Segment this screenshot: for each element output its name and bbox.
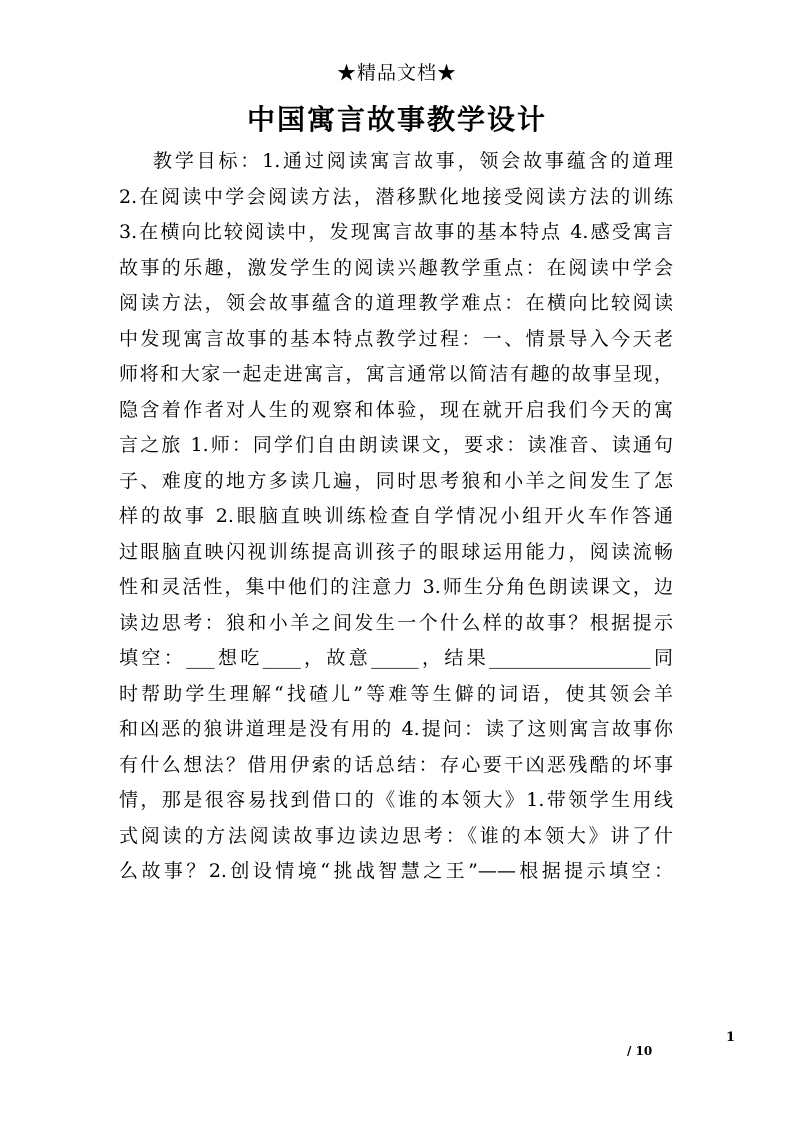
text-line: 2.在阅读中学会阅读方法，潜移默化地接受阅读方法的训练 <box>119 185 673 208</box>
text-line: 3.在横向比较阅读中，发现寓言故事的基本特点 4.感受寓言 <box>119 221 673 243</box>
text-line: 时帮助学生理解“找碴儿”等难等生僻的词语，使其领会羊 <box>119 682 673 705</box>
text-line: 言之旅 1.师：同学们自由朗读课文，要求：读准音、读通句 <box>119 434 673 456</box>
text-line: 中发现寓言故事的基本特点教学过程：一、情景导入今天老 <box>119 327 673 350</box>
text-line: 阅读方法，领会故事蕴含的道理教学难点：在横向比较阅读 <box>119 292 673 314</box>
text-line: 填空：___想吃____，故意_____，结果_________________同 <box>119 647 673 669</box>
text-line: 师将和大家一起走进寓言，寓言通常以简洁有趣的故事呈现， <box>119 363 673 385</box>
text-line: 故事的乐趣，激发学生的阅读兴趣教学重点：在阅读中学会 <box>119 256 673 279</box>
text-line: 情，那是很容易找到借口的《谁的本领大》1.带领学生用线 <box>119 789 673 811</box>
text-line: 子、难度的地方多读几遍，同时思考狼和小羊之间发生了怎 <box>119 469 673 492</box>
text-line: 读边思考：狼和小羊之间发生一个什么样的故事？根据提示 <box>119 611 673 634</box>
text-line: 过眼脑直映闪视训练提高训孩子的眼球运用能力，阅读流畅 <box>119 540 673 563</box>
body-text <box>119 144 673 890</box>
text-line: 式阅读的方法阅读故事边读边思考：《谁的本领大》讲了什 <box>119 824 673 847</box>
text-line: 教学目标：1.通过阅读寓言故事，领会故事蕴含的道理 <box>153 150 673 172</box>
text-line: 么故事？2.创设情境“挑战智慧之王”——根据提示填空： <box>119 860 673 882</box>
text-line: 性和灵活性，集中他们的注意力 3.师生分角色朗读课文，边 <box>119 576 673 598</box>
page-number: 1 <box>726 1030 736 1045</box>
text-line: 隐含着作者对人生的观察和体验，现在就开启我们今天的寓 <box>119 398 673 421</box>
text-line: 和凶恶的狼讲道理是没有用的 4.提问：读了这则寓言故事你 <box>119 718 673 740</box>
text-line: 样的故事 2.眼脑直映训练检查自学情况小组开火车作答通 <box>119 505 673 527</box>
page-total: / 10 <box>627 1044 653 1058</box>
text-line: 有什么想法？借用伊索的话总结：存心要干凶恶残酷的坏事 <box>119 753 673 776</box>
document-title: 中国寓言故事教学设计 <box>246 103 547 136</box>
page-header: ★精品文档★ <box>336 62 457 84</box>
